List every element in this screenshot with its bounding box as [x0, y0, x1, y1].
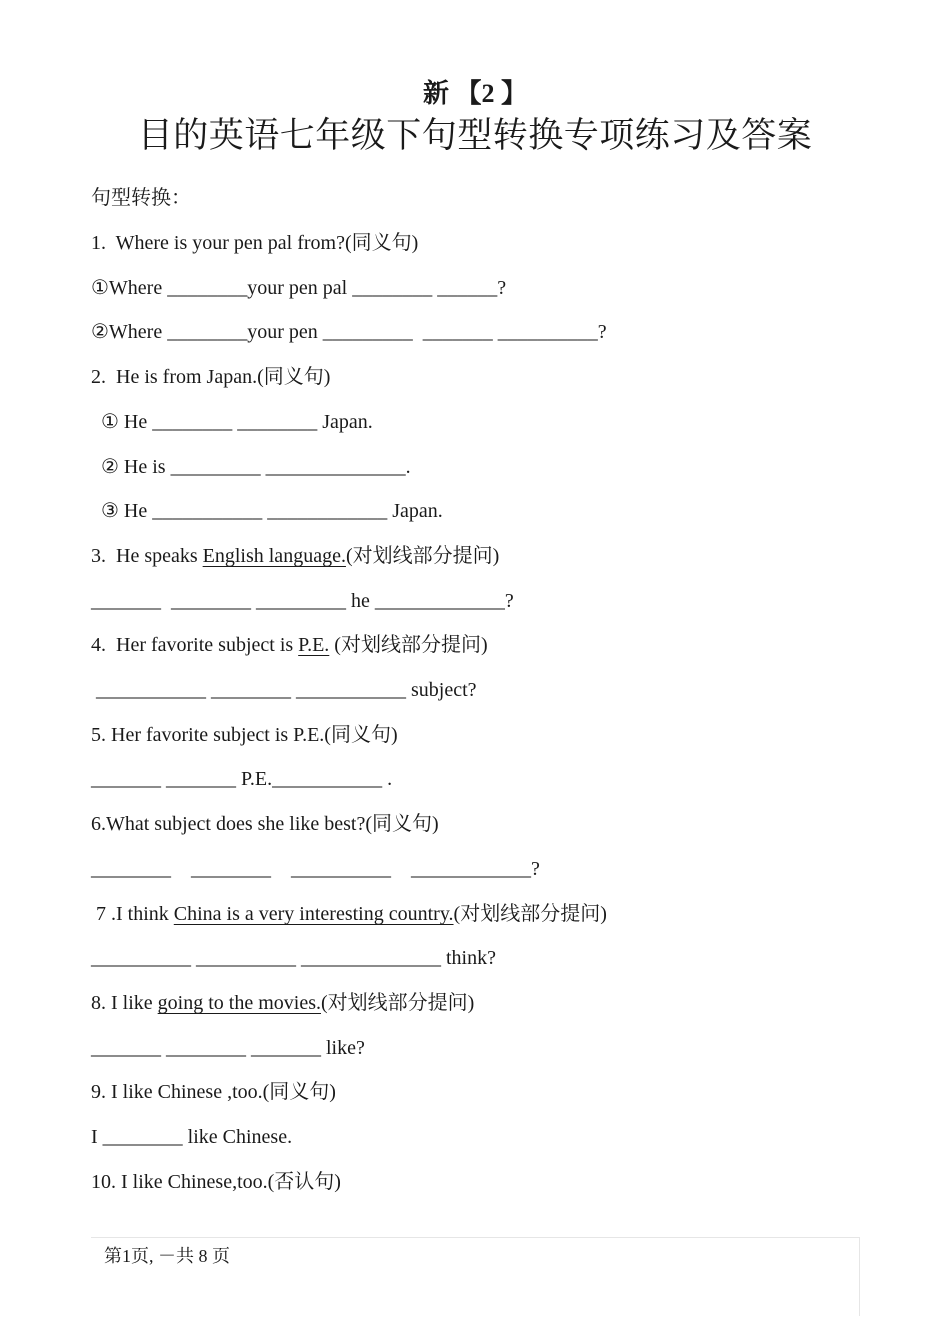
line-text: 5. Her favorite subject is P.E.(同义句): [91, 724, 398, 746]
line-text: _______ ________ _________ he _____________?: [91, 590, 514, 612]
exercise-line: [91, 991, 474, 1015]
exercise-line: [91, 231, 418, 255]
line-text: ③ He ___________ ____________ Japan.: [91, 500, 443, 522]
exercise-line: [91, 276, 506, 300]
line-text: _______ _______ P.E.___________ .: [91, 768, 393, 790]
line-text: 2. He is from Japan.(同义句): [91, 366, 331, 388]
exercise-line: [91, 589, 514, 613]
exercise-line: [91, 633, 488, 657]
line-text: ___________ ________ ___________ subject?: [91, 679, 477, 701]
exercise-line: [91, 365, 330, 389]
line-text: (对划线部分提问): [329, 634, 488, 656]
exercise-line: [91, 320, 607, 344]
line-text: (对划线部分提问): [345, 545, 500, 567]
exercise-line: [91, 499, 443, 523]
exercise-line: [91, 1170, 341, 1194]
exercise-line: [91, 1080, 336, 1104]
exercise-line: [91, 767, 392, 791]
line-text: _______ ________ _______ like?: [91, 1037, 365, 1059]
underlined-phrase: English language.: [202, 545, 346, 567]
line-text: (对划线部分提问): [320, 992, 475, 1014]
line-text: I ________ like Chinese.: [91, 1126, 293, 1148]
exercise-line: [91, 857, 540, 881]
line-text: ________ ________ __________ ____________?: [91, 858, 540, 880]
line-text: ② He is _________ ______________.: [91, 456, 411, 478]
line-text: 1. Where is your pen pal from?(同义句): [91, 232, 419, 254]
doc-title-top: 新 【2 】: [422, 79, 527, 108]
line-text: 9. I like Chinese ,too.(同义句): [91, 1081, 336, 1103]
underlined-phrase: P.E.: [298, 634, 330, 656]
line-text: (对划线部分提问): [453, 903, 607, 925]
exercise-line: [91, 1125, 292, 1149]
page-number: 第1页, －共 8 页: [104, 1246, 230, 1266]
underlined-phrase: China is a very interesting country.: [173, 903, 454, 925]
line-text: ① He ________ ________ Japan.: [91, 411, 373, 433]
exercise-line: [91, 812, 439, 836]
line-text: ②Where ________your pen _________ _______ __________?: [91, 321, 607, 343]
exercise-line: [91, 902, 607, 926]
line-text: 7 .I think: [91, 903, 174, 925]
line-text: 8. I like: [91, 992, 158, 1014]
section-label: 句型转换：: [91, 187, 191, 209]
line-text: __________ __________ ______________ think?: [91, 947, 496, 969]
line-text: 6.What subject does she like best?(同义句): [91, 813, 439, 835]
exercise-line: [91, 410, 373, 434]
exercise-line: [91, 1036, 365, 1060]
underlined-phrase: going to the movies.: [157, 992, 321, 1014]
exercise-line: [91, 723, 398, 747]
exercise-line: [91, 946, 496, 970]
exercise-line: [91, 544, 499, 568]
line-text: 10. I like Chinese,too.(否认句): [91, 1171, 341, 1193]
exercise-line: [91, 455, 411, 479]
line-text: ①Where ________your pen pal ________ ______?: [91, 277, 507, 299]
line-text: 4. Her favorite subject is: [91, 634, 299, 656]
line-text: 3. He speaks: [91, 545, 203, 567]
exercise-line: [91, 678, 477, 702]
doc-title: 目的英语七年级下句型转换专项练习及答案: [137, 116, 813, 155]
